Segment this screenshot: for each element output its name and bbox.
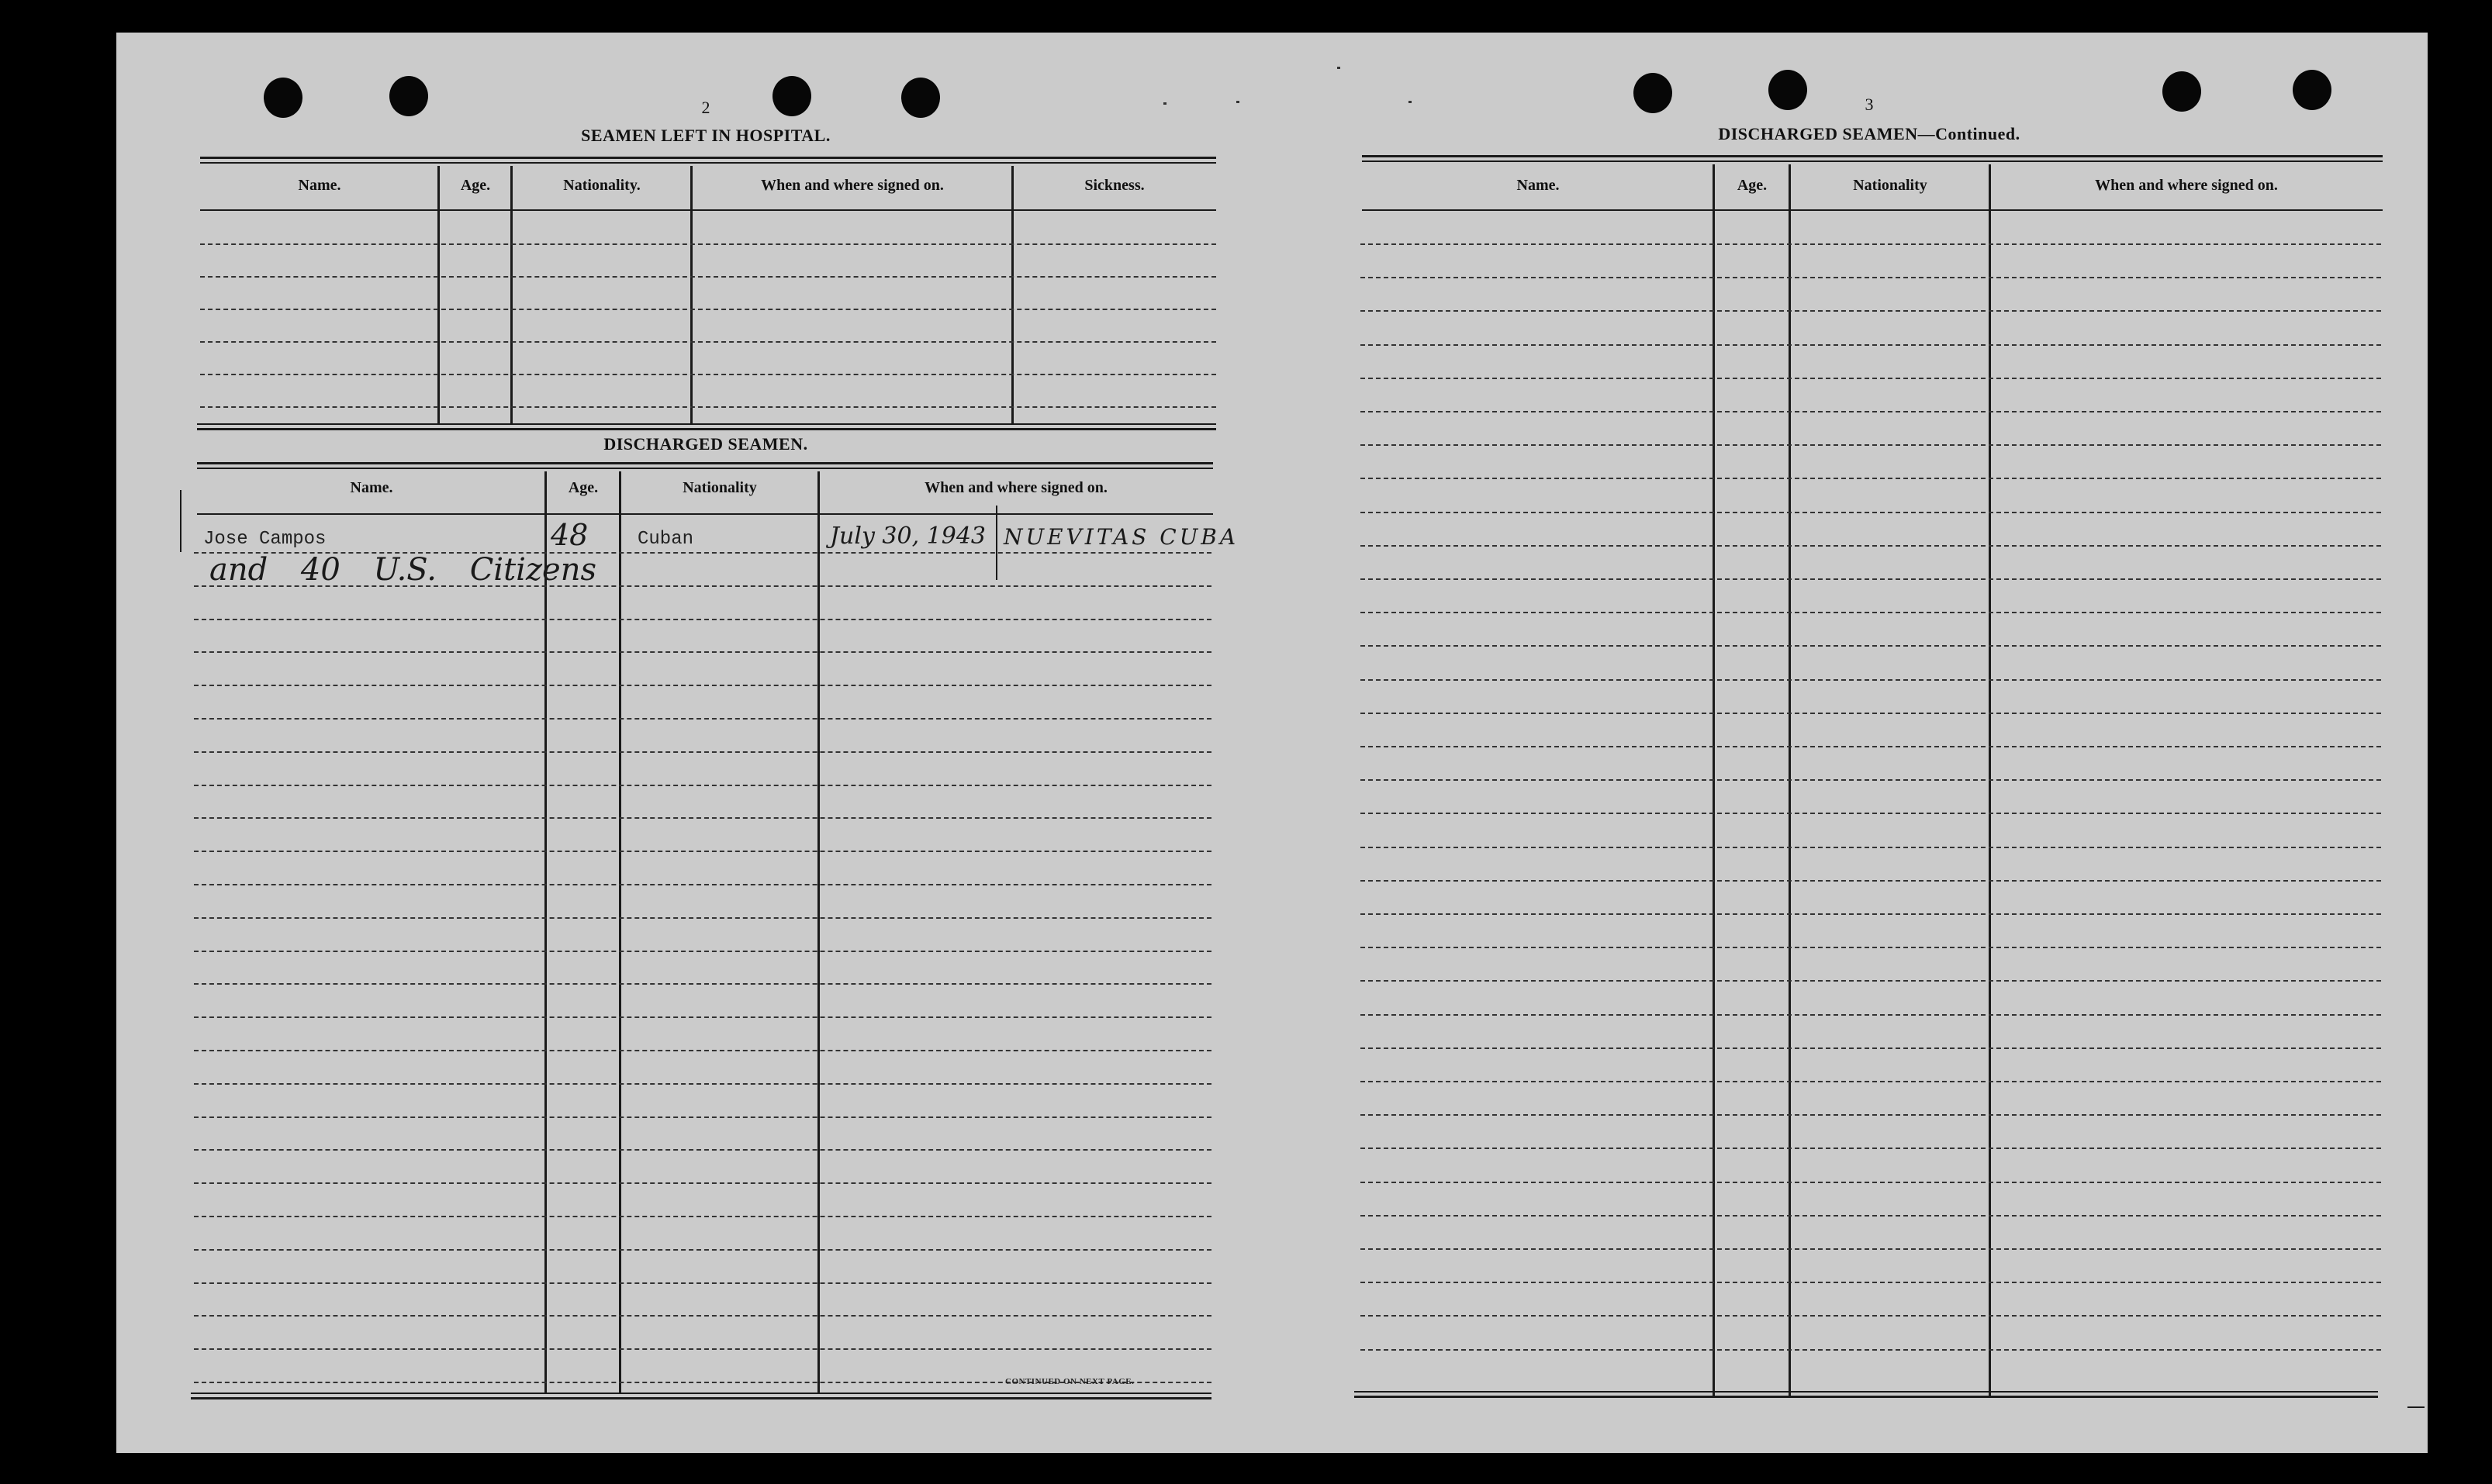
column-header-nationality: Nationality [1853, 177, 1927, 194]
seaman-age: 48 [551, 518, 589, 552]
column-header-age: Age. [568, 479, 599, 496]
dotted-row-line [194, 1182, 1211, 1184]
dotted-row-line [1360, 980, 2381, 982]
dotted-row-line [194, 1348, 1211, 1350]
dotted-row-line [194, 1050, 1211, 1051]
speck [1337, 67, 1340, 69]
rule [200, 157, 1216, 159]
punch-hole [389, 76, 428, 116]
dotted-row-line [194, 1282, 1211, 1284]
dotted-row-line [1360, 1182, 2381, 1183]
punch-hole [772, 76, 811, 116]
dotted-row-line [194, 751, 1211, 753]
column-header-name: Name. [298, 177, 341, 194]
dotted-row-line [194, 1116, 1211, 1118]
dotted-row-line [194, 1016, 1211, 1018]
rule [200, 162, 1216, 164]
dotted-row-line [194, 1315, 1211, 1317]
column-divider [817, 471, 820, 1394]
dotted-row-line [194, 1216, 1211, 1217]
margin-mark [180, 490, 181, 552]
document-page-spread [116, 33, 2428, 1453]
dotted-row-line [1360, 578, 2381, 580]
dotted-row-line [1360, 310, 2381, 312]
dotted-row-line [194, 1083, 1211, 1085]
dotted-row-line [1360, 713, 2381, 714]
rule [191, 1397, 1211, 1399]
dotted-row-line [1360, 1349, 2381, 1351]
punch-hole [1768, 70, 1807, 110]
dotted-row-line [194, 718, 1211, 720]
signed-on-date: July 30, 1943 [830, 523, 987, 550]
speck [1236, 101, 1239, 103]
dotted-row-line [194, 619, 1211, 620]
dotted-row-line [1360, 1014, 2381, 1016]
dotted-row-line [1360, 1114, 2381, 1116]
speck [1408, 101, 1412, 103]
dotted-row-line [1360, 444, 2381, 446]
dotted-row-line [194, 651, 1211, 653]
dotted-row-line [1360, 411, 2381, 412]
column-divider [510, 166, 513, 425]
rule [197, 468, 1213, 469]
punch-hole [901, 78, 940, 118]
dotted-row-line [194, 851, 1211, 852]
dotted-row-line [1360, 1315, 2381, 1317]
dotted-row-line [1360, 645, 2381, 647]
dotted-row-line [200, 309, 1216, 310]
rule [197, 462, 1213, 464]
rule [1362, 160, 2383, 162]
rule [197, 423, 1216, 425]
punch-hole [264, 78, 302, 118]
dotted-row-line [1360, 545, 2381, 547]
column-header-signed-on: When and where signed on. [2095, 177, 2278, 194]
punch-hole [1633, 73, 1672, 113]
dotted-row-line [1360, 344, 2381, 346]
signed-on-place: NUEVITAS CUBA [1004, 524, 1239, 550]
column-header-signed-on: When and where signed on. [925, 479, 1108, 496]
column-header-age: Age. [1737, 177, 1768, 194]
rule [197, 513, 1213, 515]
dotted-row-line [1360, 847, 2381, 848]
dotted-row-line [1360, 679, 2381, 681]
handwritten-note: and 40 U.S. Citizens [209, 552, 597, 588]
column-header-name: Name. [1516, 177, 1560, 194]
dotted-row-line [194, 685, 1211, 686]
dotted-row-line [1360, 378, 2381, 379]
dotted-row-line [1360, 880, 2381, 882]
rule [1362, 209, 2383, 211]
rule [1354, 1391, 2378, 1393]
rule [1354, 1396, 2378, 1398]
dotted-row-line [194, 1149, 1211, 1151]
dotted-row-line [1360, 1282, 2381, 1283]
page-number-left: 2 [701, 98, 710, 117]
column-divider [437, 166, 440, 425]
page-number-right: 3 [1865, 95, 1874, 114]
dotted-row-line [194, 951, 1211, 952]
dotted-row-line [1360, 813, 2381, 814]
dotted-row-line [200, 406, 1216, 408]
dotted-row-line [1360, 1081, 2381, 1082]
hospital-section-title: SEAMEN LEFT IN HOSPITAL. [581, 126, 831, 145]
dotted-row-line [1360, 1215, 2381, 1217]
dotted-row-line [1360, 1148, 2381, 1149]
dotted-row-line [1360, 478, 2381, 479]
discharged-section-title: DISCHARGED SEAMEN. [603, 434, 808, 454]
column-header-nationality: Nationality [683, 479, 757, 496]
dotted-row-line [194, 1249, 1211, 1251]
punch-hole [2162, 71, 2201, 112]
dotted-row-line [200, 374, 1216, 375]
column-header-name: Name. [350, 479, 393, 496]
dotted-row-line [1360, 746, 2381, 747]
seaman-name: Jose Campos [203, 529, 327, 550]
column-header-sickness: Sickness. [1084, 177, 1145, 194]
rule [197, 428, 1216, 430]
column-divider [690, 166, 693, 425]
dotted-row-line [194, 884, 1211, 885]
column-header-age: Age. [460, 177, 491, 194]
column-divider [1011, 166, 1014, 425]
dotted-row-line [1360, 913, 2381, 915]
column-header-nationality: Nationality. [563, 177, 641, 194]
dotted-row-line [194, 917, 1211, 919]
dotted-row-line [194, 983, 1211, 985]
discharged-continued-title: DISCHARGED SEAMEN—Continued. [1718, 124, 2020, 143]
continued-note: CONTINUED ON NEXT PAGE. [1005, 1377, 1135, 1386]
dotted-row-line [200, 341, 1216, 343]
dotted-row-line [200, 276, 1216, 278]
dotted-row-line [200, 243, 1216, 245]
column-header-signed-on: When and where signed on. [761, 177, 944, 194]
punch-hole [2293, 70, 2331, 110]
dotted-row-line [1360, 1047, 2381, 1049]
dotted-row-line [194, 785, 1211, 786]
column-divider [619, 471, 621, 1394]
rule [200, 209, 1216, 211]
dotted-row-line [1360, 512, 2381, 513]
dotted-row-line [1360, 779, 2381, 781]
speck [1163, 102, 1167, 105]
edge-mark [2407, 1406, 2425, 1408]
seaman-nationality: Cuban [638, 529, 694, 550]
dotted-row-line [1360, 277, 2381, 278]
handwritten-divider [996, 506, 997, 580]
dotted-row-line [1360, 612, 2381, 613]
dotted-row-line [1360, 947, 2381, 948]
dotted-row-line [1360, 1248, 2381, 1250]
column-divider [544, 471, 547, 1394]
dotted-row-line [194, 817, 1211, 819]
rule [191, 1393, 1211, 1394]
rule [1362, 155, 2383, 157]
dotted-row-line [1360, 243, 2381, 245]
